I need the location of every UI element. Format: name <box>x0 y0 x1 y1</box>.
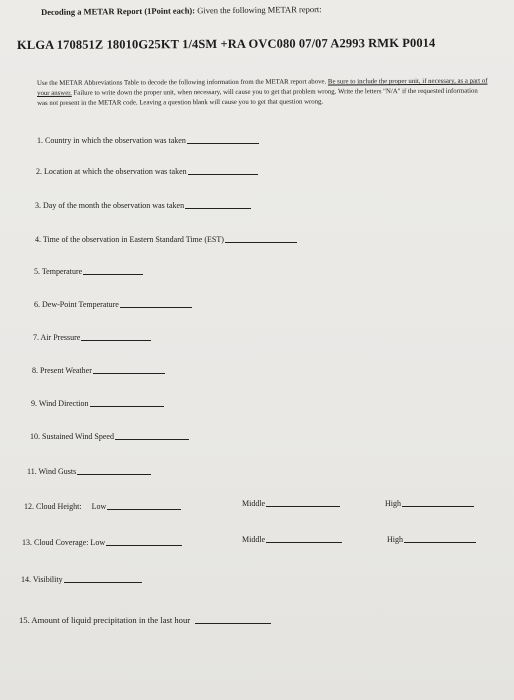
answer-line-15[interactable] <box>195 622 271 624</box>
answer-line-10[interactable] <box>115 438 189 440</box>
question-12-high <box>385 499 474 508</box>
question-14-label: 14. Visibility <box>21 575 63 584</box>
instructions-underlined: Be sure to include the proper unit, if necessary, as a part of your answer. <box>37 77 488 97</box>
header-title: Decoding a METAR Report (1Point each): <box>41 5 196 17</box>
answer-line-3[interactable] <box>185 207 251 209</box>
question-12-high-label: High <box>385 499 401 508</box>
answer-line-12-middle[interactable] <box>266 505 340 507</box>
answer-line-7[interactable] <box>81 339 151 341</box>
question-1 <box>37 136 259 145</box>
question-5-label: 5. Temperature <box>34 267 83 276</box>
question-1-label: 1. Country in which the observation was taken <box>37 136 186 145</box>
question-11 <box>27 467 151 476</box>
question-13-high <box>387 535 476 544</box>
question-12-middle-label: Middle <box>242 499 266 508</box>
question-13-high-label: High <box>387 535 403 544</box>
question-8-label: 8. Present Weather <box>32 366 92 375</box>
question-12-low-label: Low <box>91 502 107 511</box>
question-13 <box>22 538 182 547</box>
question-11-label: 11. Wind Gusts <box>27 467 77 476</box>
question-5 <box>34 267 143 276</box>
answer-line-4[interactable] <box>225 241 297 243</box>
question-6-label: 6. Dew-Point Temperature <box>34 300 119 309</box>
answer-line-1[interactable] <box>187 142 259 144</box>
answer-line-8[interactable] <box>93 372 165 374</box>
question-15-label: 15. Amount of liquid precipitation in the last hour <box>19 615 191 625</box>
answer-line-11[interactable] <box>77 473 151 475</box>
question-8 <box>32 366 165 375</box>
question-12-middle <box>242 499 340 508</box>
question-2-label: 2. Location at which the observation was taken <box>36 167 187 176</box>
question-10-label: 10. Sustained Wind Speed <box>30 432 114 441</box>
question-14 <box>21 575 142 584</box>
answer-line-13-low[interactable] <box>106 544 182 546</box>
question-9 <box>31 399 164 408</box>
metar-report-code: KLGA 170851Z 18010G25KT 1/4SM +RA OVC080 07/07 A2993 RMK P0014 <box>17 35 436 52</box>
question-13-label: 13. Cloud Coverage: Low <box>22 538 106 547</box>
question-4 <box>35 235 297 244</box>
question-2 <box>36 167 258 176</box>
answer-line-5[interactable] <box>83 273 143 275</box>
answer-line-6[interactable] <box>120 306 192 308</box>
question-3-label: 3. Day of the month the observation was taken <box>35 201 185 210</box>
instructions-paragraph <box>37 77 489 109</box>
question-6 <box>34 300 192 309</box>
answer-line-9[interactable] <box>90 405 164 407</box>
question-7 <box>33 333 151 342</box>
answer-line-13-middle[interactable] <box>266 541 342 543</box>
question-9-label: 9. Wind Direction <box>31 399 89 408</box>
header-subtitle: Given the following METAR report: <box>197 4 322 16</box>
question-12 <box>24 502 181 511</box>
instructions-part2: Failure to write down the proper unit, when necessary, will cause you to get that problem wrong. Write the letters "N/A" if the requested information was not present in the METAR code. Leaving a question blank will cause you to get that question wrong. <box>37 87 478 107</box>
question-12-label: 12. Cloud Height: <box>24 502 82 511</box>
question-15 <box>19 615 271 625</box>
answer-line-14[interactable] <box>64 581 142 583</box>
answer-line-12-high[interactable] <box>402 505 474 507</box>
question-13-middle <box>242 535 342 544</box>
question-4-label: 4. Time of the observation in Eastern Standard Time (EST) <box>35 235 224 244</box>
question-13-middle-label: Middle <box>242 535 266 544</box>
worksheet-header <box>41 4 322 17</box>
answer-line-12-low[interactable] <box>107 508 181 510</box>
answer-line-2[interactable] <box>188 173 258 175</box>
question-7-label: 7. Air Pressure <box>33 333 81 342</box>
question-10 <box>30 432 189 441</box>
question-3 <box>35 201 251 210</box>
instructions-part1: Use the METAR Abbreviations Table to decode the following information from the METAR report above. <box>37 78 327 87</box>
answer-line-13-high[interactable] <box>404 541 476 543</box>
